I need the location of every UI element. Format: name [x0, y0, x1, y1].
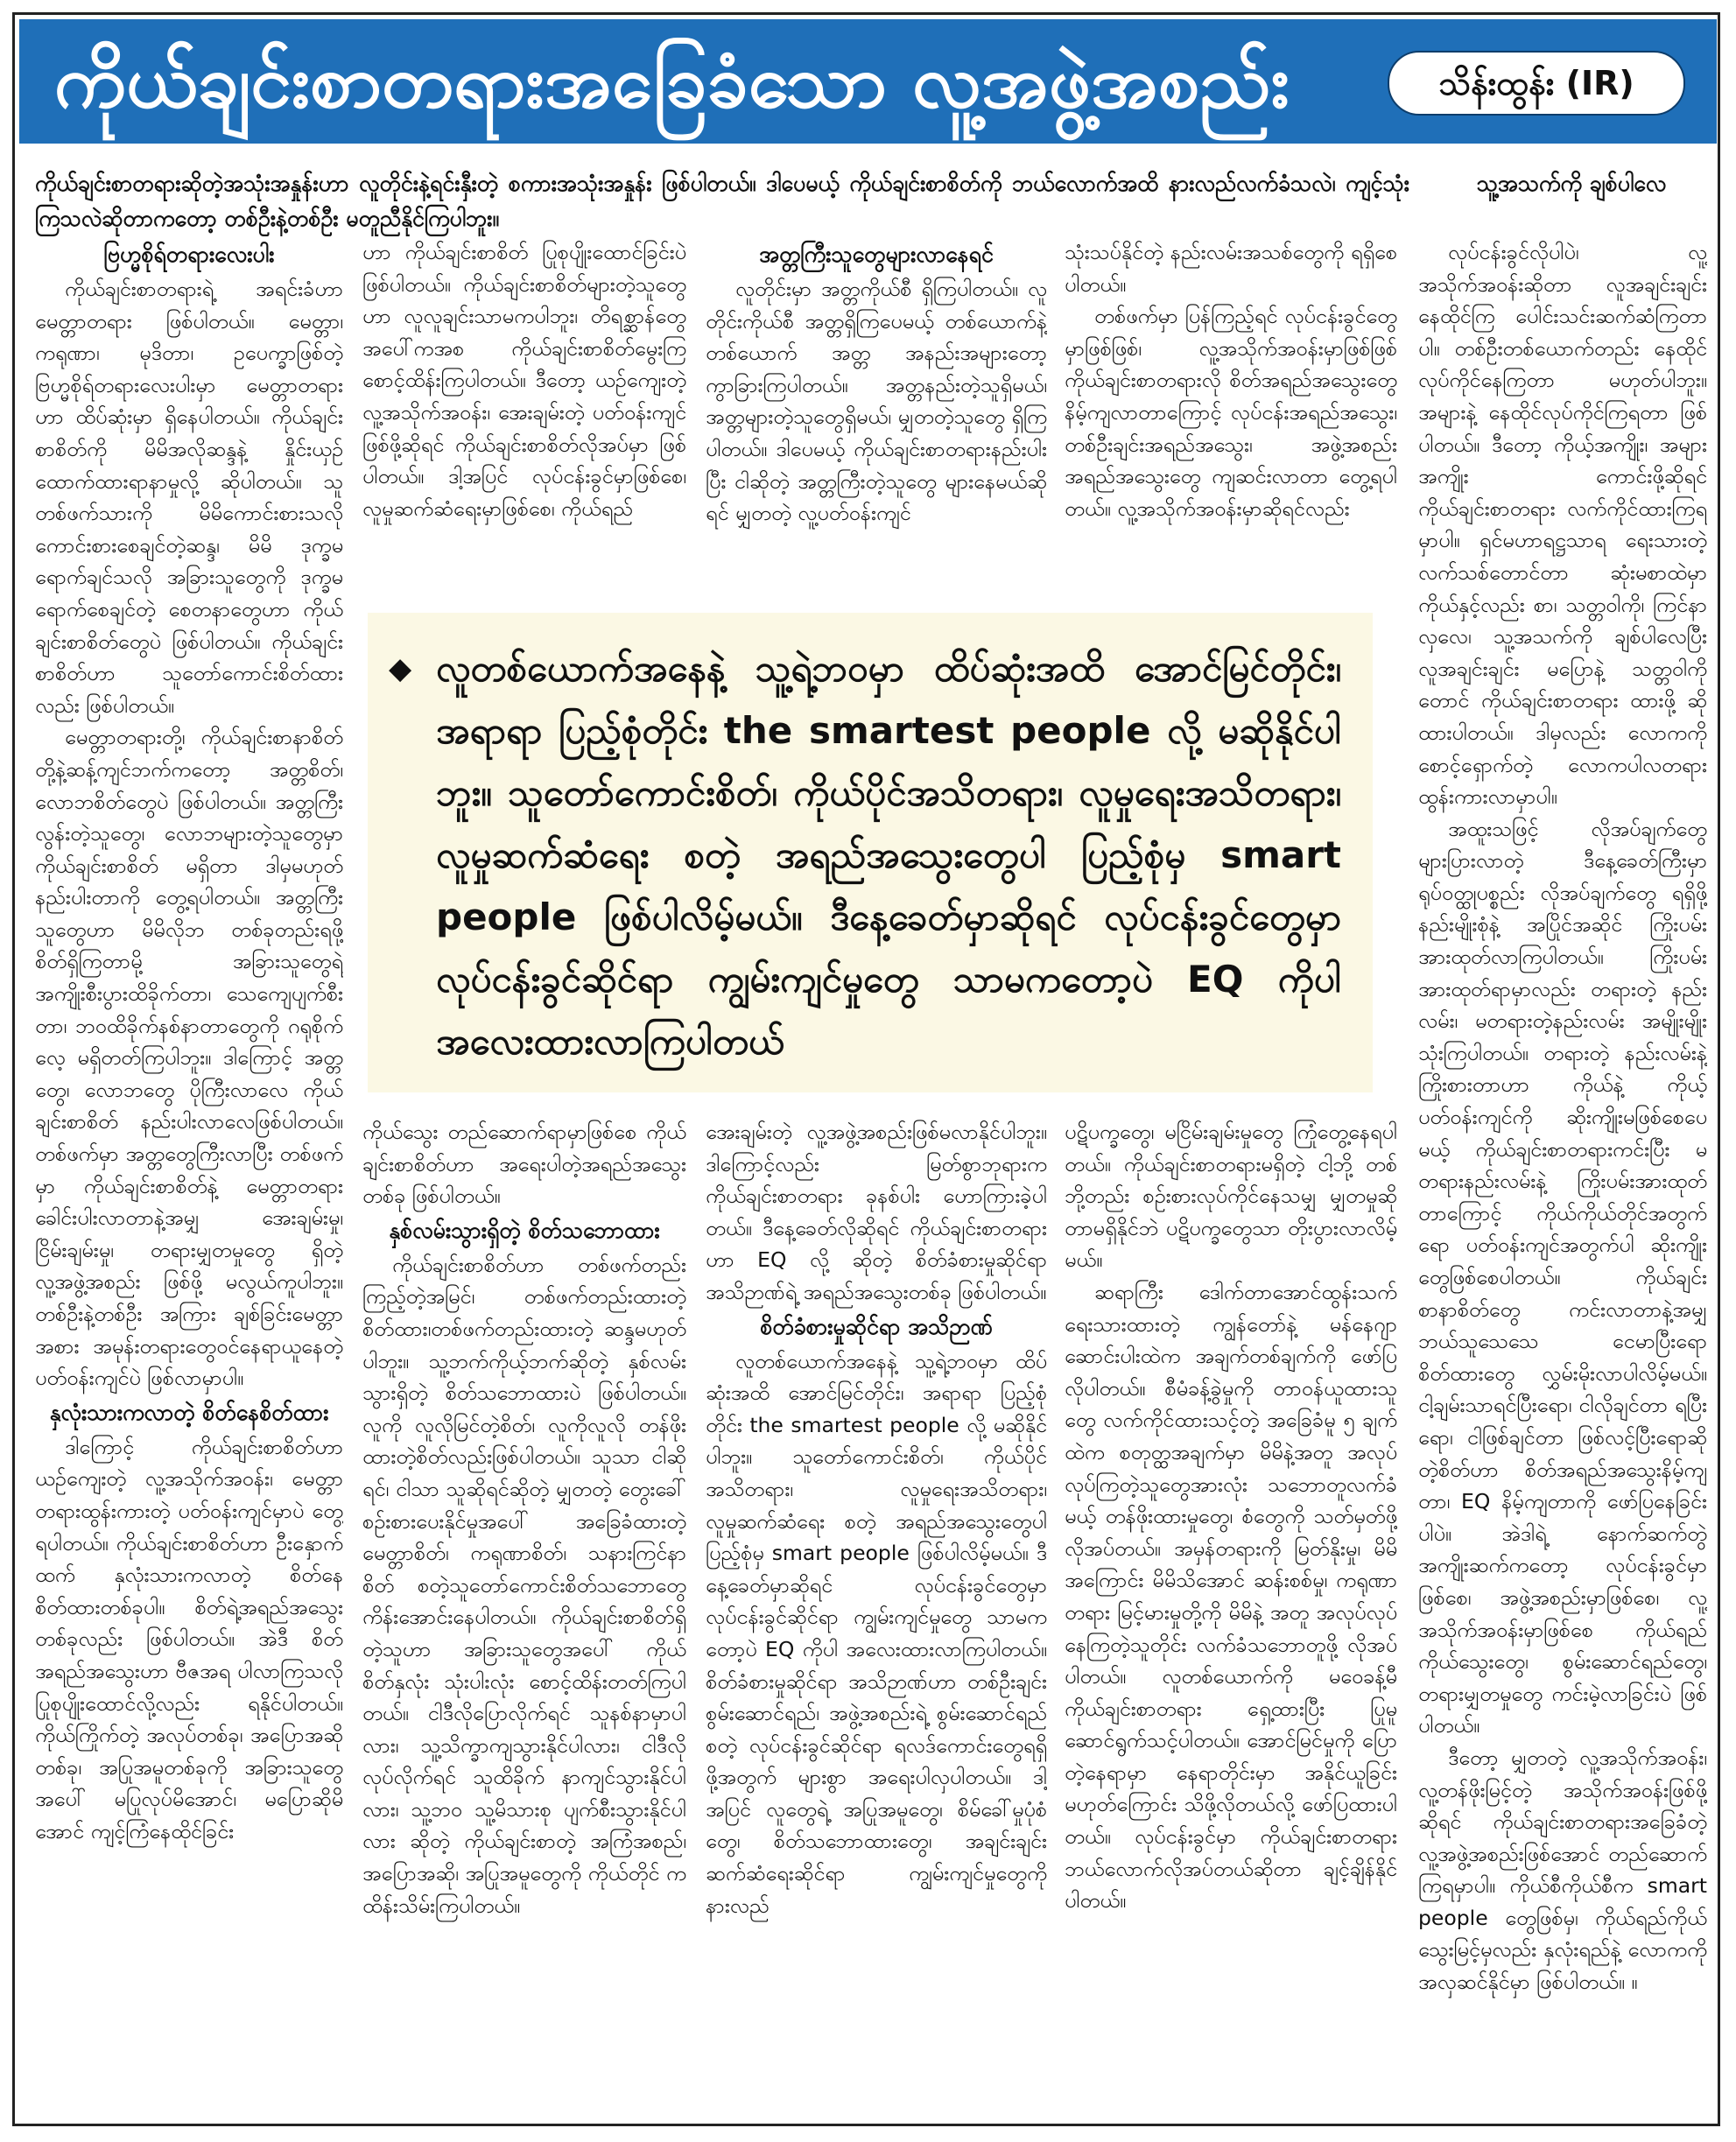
column-3-bottom [706, 1116, 1047, 2110]
paragraph: လူတစ်ယောက်အနေနဲ့ သူ့ရဲ့ဘဝမှာ ထိပ်ဆုံးအထိ အောင်မြင်တိုင်း၊ အရာရာ ပြည့်စုံတိုင်း the smartest people လို့ မဆိုနိုင်ပါဘူး။ သူတော်ကောင်းစိတ်၊ ကိုယ်ပိုင်အသိတရား၊ လူမှုရေးအသိတရား၊ လူမှုဆက်ဆံရေး စတဲ့ အရည်အသွေးတွေပါ ပြည့်စုံမှ smart people ဖြစ်ပါလိမ့်မယ်။ ဒီနေ့ခေတ်မှာဆိုရင် လုပ်ငန်းခွင်တွေမှာ လုပ်ငန်းခွင်ဆိုင်ရာ ကျွမ်းကျင်မှုတွေ သာမကတော့ပဲ EQ ကိုပါ အလေးထားလာကြပါတယ်။ စိတ်ခံစားမှုဆိုင်ရာ အသိဉာဏ်ဟာ တစ်ဦးချင်းစွမ်းဆောင်ရည်၊ အဖွဲ့အစည်းရဲ့ စွမ်းဆောင်ရည်စတဲ့ လုပ်ငန်းခွင်ဆိုင်ရာ ရလဒ်ကောင်းတွေရရှိဖို့အတွက် များစွာ အရေးပါလှပါတယ်။ ဒါ့အပြင် လူတွေရဲ့ အပြုအမူတွေ၊ စိမ်ခေါ်မှုပုံစံတွေ၊ စိတ်သဘောထားတွေ၊ အချင်းချင်း ဆက်ဆံရေးဆိုင်ရာ ကျွမ်းကျင်မှုတွေကို နားလည် [706, 1348, 1047, 1918]
right-column-heading: သူ့အသက်ကို ချစ်ပါလေ [1476, 171, 1667, 196]
diamond-bullet-icon: ◆ [389, 651, 412, 686]
pull-quote-text: လူတစ်ယောက်အနေနဲ့ သူ့ရဲ့ဘဝမှာ ထိပ်ဆုံးအထိ အောင်မြင်တိုင်း၊ အရာရာ ပြည့်စုံတိုင်း the smartest people လို့ မဆိုနိုင်ပါဘူး။ သူတော်ကောင်းစိတ်၊ ကိုယ်ပိုင်အသိတရား၊ လူမှုရေးအသိတရား၊ လူမှုဆက်ဆံရေး စတဲ့ အရည်အသွေးတွေပါ ပြည့်စုံမှ smart people ဖြစ်ပါလိမ့်မယ်။ ဒီနေ့ခေတ်မှာဆိုရင် လုပ်ငန်းခွင်တွေမှာ လုပ်ငန်းခွင်ဆိုင်ရာ ကျွမ်းကျင်မှုတွေ သာမကတော့ပဲ EQ ကိုပါ အလေးထားလာကြပါတယ် [436, 647, 1341, 1063]
paragraph: ဟာ ကိုယ်ချင်းစာစိတ် ပြုစုပျိုးထောင်ခြင်းပဲဖြစ်ပါတယ်။ ကိုယ်ချင်းစာစိတ်များတဲ့သူတွေဟာ လူလူချင်းသာမကပါဘူး၊ တိရစ္ဆာန်တွေအပေါ်ကအစ ကိုယ်ချင်းစာစိတ်မွေးကြ စောင့်ထိန်းကြပါတယ်။ ဒီတော့ ယဉ်ကျေးတဲ့ လူ့အသိုက်အဝန်း၊ အေးချမ်းတဲ့ ပတ်ဝန်းကျင်ဖြစ်ဖို့ဆိုရင် ကိုယ်ချင်းစာစိတ်လိုအပ်မှာ ဖြစ်ပါတယ်။ ဒါ့အပြင် လုပ်ငန်းခွင်မှာဖြစ်စေ၊ လူမှုဆက်ဆံရေးမှာဖြစ်စေ၊ ကိုယ်ရည် [362, 240, 686, 521]
section-heading: နှလုံးသားကလာတဲ့ စိတ်နေစိတ်ထား [49, 1399, 329, 1425]
paragraph: တစ်ဖက်မှာ ပြန်ကြည့်ရင် လုပ်ငန်းခွင်တွေမှာဖြစ်ဖြစ်၊ လူ့အသိုက်အဝန်းမှာဖြစ်ဖြစ် ကိုယ်ချင်းစာတရားလို စိတ်အရည်အသွေးတွေ နိမ့်ကျလာတာကြောင့် လုပ်ငန်းအရည်အသွေး၊ တစ်ဦးချင်းအရည်အသွေး၊ အဖွဲ့အစည်းအရည်အသွေးတွေ ကျဆင်းလာတာ တွေ့ရပါတယ်။ လူ့အသိုက်အဝန်းမှာဆိုရင်လည်း [1065, 304, 1397, 521]
pull-quote-box [368, 613, 1373, 1092]
title-banner [19, 19, 1717, 144]
author-byline: သိန်းထွန်း (IR) [1388, 51, 1685, 116]
section-heading: အတ္တကြီးသူတွေများလာနေရင် [759, 242, 994, 267]
column-3-top [706, 236, 1047, 604]
paragraph: ကိုယ်သွေး တည်ဆောက်ရာမှာဖြစ်စေ ကိုယ်ချင်းစာစိတ်ဟာ အရေးပါတဲ့အရည်အသွေးတစ်ခု ဖြစ်ပါတယ်။ [362, 1120, 686, 1209]
column-2-bottom [362, 1116, 686, 2110]
paragraph: အထူးသဖြင့် လိုအပ်ချက်တွေ များပြားလာတဲ့ ဒီနေ့ခေတ်ကြီးမှာ ရုပ်ဝတ္ထုပစ္စည်း လိုအပ်ချက်တွေ ရရှိဖို့ နည်းမျိုးစုံနဲ့ အပြိုင်အဆိုင် ကြိုးပမ်းအားထုတ်လာကြပါတယ်။ ကြိုးပမ်းအားထုတ်ရာမှာလည်း တရားတဲ့ နည်းလမ်း၊ မတရားတဲ့နည်းလမ်း အမျိုးမျိုး သုံးကြပါတယ်။ တရားတဲ့ နည်းလမ်းနဲ့ ကြိုးစားတာဟာ ကိုယ်နဲ့ ကိုယ့်ပတ်ဝန်းကျင်ကို ဆိုးကျိုးမဖြစ်စေပေမယ့် ကိုယ်ချင်းစာတရားကင်းပြီး မတရားနည်းလမ်းနဲ့ ကြိုးပမ်းအားထုတ်တာကြောင့် ကိုယ်ကိုယ်တိုင်အတွက်ရော ပတ်ဝန်းကျင်အတွက်ပါ ဆိုးကျိုးတွေဖြစ်စေပါတယ်။ ကိုယ်ချင်းစာနာစိတ်တွေ ကင်းလာတာနဲ့အမျှ ဘယ်သူသေသေ ငေမာပြီးရော စိတ်ထားတွေ လွှမ်းမိုးလာပါလိမ့်မယ်။ ငါ့ချမ်းသာရင်ပြီးရော၊ ငါလိုချင်တာ ရပြီးရော၊ ငါဖြစ်ချင်တာ ဖြစ်လင့်ပြီးရောဆိုတဲ့စိတ်ဟာ စိတ်အရည်အသွေးနိမ့်ကျတာ၊ EQ နိမ့်ကျတာကို ဖော်ပြနေခြင်းပါပဲ။ အဲဒါရဲ့ နောက်ဆက်တွဲအကျိုးဆက်ကတော့ လုပ်ငန်းခွင်မှာ ဖြစ်စေ၊ အဖွဲ့အစည်းမှာဖြစ်စေ၊ လူ့အသိုက်အဝန်းမှာဖြစ်စေ ကိုယ်ရည်ကိုယ်သွေးတွေ၊ စွမ်းဆောင်ရည်တွေ၊ တရားမျှတမှုတွေ ကင်းမဲ့လာခြင်းပဲ ဖြစ်ပါတယ်။ [1418, 816, 1707, 1738]
column-1 [35, 236, 343, 2110]
paragraph: လုပ်ငန်းခွင်လိုပါပဲ၊ လူ့အသိုက်အဝန်းဆိုတာ လူအချင်းချင်းနေထိုင်ကြ ပေါင်းသင်းဆက်ဆံကြတာပါ။ တစ်ဦးတစ်ယောက်တည်း နေထိုင်လုပ်ကိုင်နေကြတာ မဟုတ်ပါဘူး။ အများနဲ့ နေထိုင်လုပ်ကိုင်ကြရတာ ဖြစ်ပါတယ်။ ဒီတော့ ကိုယ့်အကျိုး၊ အများအကျိုး ကောင်းဖို့ဆိုရင် ကိုယ်ချင်းစာတရား လက်ကိုင်ထားကြရမှာပါ။ ရှင်မဟာရဋ္ဌသာရ ရေးသားတဲ့ လက်သစ်တောင်တာ ဆုံးမစာထဲမှာ ကိုယ်နှင့်လည်း စာ၊ သတ္တဝါကို၊ ကြင်နာလှလေ၊ သူ့အသက်ကို ချစ်ပါလေပြီး လူအချင်းချင်း မပြောနဲ့ သတ္တဝါကိုတောင် ကိုယ်ချင်းစာတရား ထားဖို့ ဆိုထားပါတယ်။ ဒါမှလည်း လောကကို စောင့်ရှောက်တဲ့ လောကပါလတရား ထွန်းကားလာမှာပါ။ [1418, 240, 1707, 810]
paragraph: ဒါကြောင့် ကိုယ်ချင်းစာစိတ်ဟာ ယဉ်ကျေးတဲ့ လူ့အသိုက်အဝန်း၊ မေတ္တာတရားထွန်းကားတဲ့ ပတ်ဝန်းကျင်မှာပဲ တွေ့ရပါတယ်။ ကိုယ်ချင်းစာစိတ်ဟာ ဦးနှောက်ထက် နှလုံးသားကလာတဲ့ စိတ်နေစိတ်ထားတစ်ခုပါ။ စိတ်ရဲ့အရည်အသွေးတစ်ခုလည်း ဖြစ်ပါတယ်။ အဲဒီ စိတ်အရည်အသွေးဟာ ဗီဇအရ ပါလာကြသလို ပြုစုပျိုးထောင်လို့လည်း ရနိုင်ပါတယ်။ ကိုယ်ကြိုက်တဲ့ အလုပ်တစ်ခု၊ အပြောအဆိုတစ်ခု၊ အပြုအမူတစ်ခုကို အခြားသူတွေအပေါ် မပြုလုပ်မိအောင်၊ မပြောဆိုမိအောင် ကျင့်ကြံနေထိုင်ခြင်း [35, 1434, 343, 1844]
paragraph: မေတ္တာတရားတို့၊ ကိုယ်ချင်းစာနာစိတ်တို့နဲ့ဆန့်ကျင်ဘက်ကတော့ အတ္တစိတ်၊ လောဘစိတ်တွေပဲ ဖြစ်ပါတယ်။ အတ္တကြီးလွန်းတဲ့သူတွေ၊ လောဘများတဲ့သူတွေမှာ ကိုယ်ချင်းစာစိတ် မရှိတာ ဒါမှမဟုတ် နည်းပါးတာကို တွေ့ရပါတယ်။ အတ္တကြီး သူတွေဟာ မိမိလိုဘ တစ်ခုတည်းရဖို့စိတ်ရှိကြတာမို့ အခြားသူတွေရဲ့ အကျိုးစီးပွားထိခိုက်တာ၊ သေကျေပျက်စီးတာ၊ ဘဝထိခိုက်နစ်နာတာတွေကို ဂရုစိုက်လေ့ မရှိတတ်ကြပါဘူး။ ဒါကြောင့် အတ္တတွေ၊ လောဘတွေ ပိုကြီးလာလေ ကိုယ်ချင်းစာစိတ် နည်းပါးလာလေဖြစ်ပါတယ်။ တစ်ဖက်မှာ အတ္တတွေကြီးလာပြီး တစ်ဖက်မှာ ကိုယ်ချင်းစာစိတ်နဲ့ မေတ္တာတရား ခေါင်းပါးလာတာနဲ့အမျှ အေးချမ်းမှု၊ ငြိမ်းချမ်းမှု၊ တရားမျှတမှုတွေ ရှိတဲ့ လူ့အဖွဲ့အစည်း ဖြစ်ဖို့ မလွယ်ကူပါဘူး။ တစ်ဦးနဲ့တစ်ဦး အကြား ချစ်ခြင်းမေတ္တာအစား အမုန်းတရားတွေဝင်နေရာယူနေတဲ့ ပတ်ဝန်းကျင်ပဲ ဖြစ်လာမှာပါ။ [35, 725, 343, 1391]
paragraph: ဒီတော့ မျှတတဲ့ လူ့အသိုက်အဝန်း၊ လူ့တန်ဖိုးမြင့်တဲ့ အသိုက်အဝန်းဖြစ်ဖို့ ဆိုရင် ကိုယ်ချင်းစာတရားအခြေခံတဲ့ လူ့အဖွဲ့အစည်းဖြစ်အောင် တည်ဆောက်ကြရမှာပါ။ ကိုယ်စီကိုယ်စီက smart people တွေဖြစ်မှ၊ ကိုယ်ရည်ကိုယ်သွေးမြင့်မှလည်း နှလုံးရည်နဲ့ လောကကို အလှဆင်နိုင်မှာ ဖြစ်ပါတယ်။ ။ [1418, 1745, 1707, 1995]
paragraph: လူတိုင်းမှာ အတ္တကိုယ်စီ ရှိကြပါတယ်။ လူတိုင်းကိုယ်စီ အတ္တရှိကြပေမယ့် တစ်ယောက်နဲ့တစ်ယောက် အတ္တ အနည်းအများတော့ ကွာခြားကြပါတယ်။ အတ္တနည်းတဲ့သူရှိမယ်၊ အတ္တများတဲ့သူတွေရှိမယ်၊ မျှတတဲ့သူတွေ ရှိကြပါတယ်။ ဒါပေမယ့် ကိုယ်ချင်းစာတရားနည်းပါးပြီး ငါဆိုတဲ့ အတ္တကြီးတဲ့သူတွေ များနေမယ်ဆိုရင် မျှတတဲ့ လူ့ပတ်ဝန်းကျင် [706, 277, 1047, 526]
paragraph: ကိုယ်ချင်းစာစိတ်ဟာ တစ်ဖက်တည်းကြည့်တဲ့အမြင်၊ တစ်ဖက်တည်းထားတဲ့စိတ်ထား၊တစ်ဖက်တည်းထားတဲ့ ဆန္ဒမဟုတ်ပါဘူး။ သူ့ဘက်ကိုယ့်ဘက်ဆိုတဲ့ နှစ်လမ်းသွားရှိတဲ့ စိတ်သဘောထားပဲ ဖြစ်ပါတယ်။ လူကို လူလိုမြင်တဲ့စိတ်၊ လူကိုလူလို တန်ဖိုးထားတဲ့စိတ်လည်းဖြစ်ပါတယ်။ သူသာ ငါဆိုရင်၊ ငါသာ သူဆိုရင်ဆိုတဲ့ မျှတတဲ့ တွေးခေါ်စဉ်းစားပေးနိုင်မှုအပေါ် အခြေခံထားတဲ့ မေတ္တာစိတ်၊ ကရုဏာစိတ်၊ သနားကြင်နာစိတ် စတဲ့သူတော်ကောင်းစိတ်သဘောတွေ ကိန်းအောင်းနေပါတယ်။ ကိုယ်ချင်းစာစိတ်ရှိတဲ့သူဟာ အခြားသူတွေအပေါ် ကိုယ်စိတ်နှလုံး သုံးပါးလုံး စောင့်ထိန်းတတ်ကြပါတယ်။ ငါဒီလိုပြောလိုက်ရင် သူနစ်နာမှာပါလား၊ သူ့သိက္ခာကျသွားနိုင်ပါလား၊ ငါဒီလိုလုပ်လိုက်ရင် သူထိခိုက် နာကျင်သွားနိုင်ပါလား၊ သူ့ဘဝ သူ့မိသားစု ပျက်စီးသွားနိုင်ပါလား ဆိုတဲ့ ကိုယ်ချင်းစာတဲ့ အကြံအစည်၊ အပြောအဆို၊ အပြုအမူတွေကို ကိုယ်တိုင် ကထိန်းသိမ်းကြပါတယ်။ [362, 1252, 686, 1918]
section-heading: စိတ်ခံစားမှုဆိုင်ရာ အသိဉာဏ် [760, 1313, 993, 1339]
paragraph: ကိုယ်ချင်းစာတရားရဲ့ အရင်းခံဟာ မေတ္တာတရား ဖြစ်ပါတယ်။ မေတ္တာ၊ ကရုဏာ၊ မုဒိတာ၊ ဥပေက္ခာဖြစ်တဲ့ ဗြဟ္မစိုရ်တရားလေးပါးမှာ မေတ္တာတရားဟာ ထိပ်ဆုံးမှာ ရှိနေပါတယ်။ ကိုယ်ချင်းစာစိတ်ကို မိမိအလိုဆန္ဒနဲ့ နှိုင်းယှဉ်ထောက်ထားရာနာမှုလို့ ဆိုပါတယ်။ သူတစ်ဖက်သားကို မိမိကောင်းစားသလို ကောင်းစားစေချင်တဲ့ဆန္ဒ၊ မိမိ ဒုက္ခမရောက်ချင်သလို အခြားသူတွေကို ဒုက္ခမရောက်စေချင်တဲ့ စေတနာတွေဟာ ကိုယ်ချင်းစာစိတ်တွေပဲ ဖြစ်ပါတယ်။ ကိုယ်ချင်းစာစိတ်ဟာ သူတော်ကောင်းစိတ်ထားလည်း ဖြစ်ပါတယ်။ [35, 277, 343, 718]
article-title: ကိုယ်ချင်းစာတရားအခြေခံသော လူ့အဖွဲ့အစည်း [54, 39, 1290, 124]
column-5 [1418, 236, 1707, 2110]
column-2-top [362, 236, 686, 604]
paragraph: သုံးသပ်နိုင်တဲ့ နည်းလမ်းအသစ်တွေကို ရရှိစေပါတယ်။ [1065, 240, 1397, 297]
column-4-bottom [1065, 1116, 1397, 2110]
section-heading: နှစ်လမ်းသွားရှိတဲ့ စိတ်သဘောထား [389, 1217, 660, 1243]
column-4-top [1065, 236, 1397, 604]
paragraph: အေးချမ်းတဲ့ လူ့အဖွဲ့အစည်းဖြစ်မလာနိုင်ပါဘူး။ ဒါကြောင့်လည်း မြတ်စွာဘုရားက ကိုယ်ချင်းစာတရား ခုနစ်ပါး ဟောကြားခဲ့ပါတယ်။ ဒီနေ့ခေတ်လိုဆိုရင် ကိုယ်ချင်းစာတရားဟာ EQ လို့ ဆိုတဲ့ စိတ်ခံစားမှုဆိုင်ရာ အသိဉာဏ်ရဲ့ အရည်အသွေးတစ်ခု ဖြစ်ပါတယ်။ [706, 1120, 1047, 1304]
section-heading: ဗြဟ္မစိုရ်တရားလေးပါး [103, 242, 275, 267]
paragraph: ဆရာကြီး ဒေါက်တာအောင်ထွန်းသက် ရေးသားထားတဲ့ ကျွန်တော်နဲ့ မန်နေဂျာ ဆောင်းပါးထဲက အချက်တစ်ချက်ကို ဖော်ပြလိုပါတယ်။ စီမံခန့်ခွဲမှုကို တာဝန်ယူထားသူတွေ လက်ကိုင်ထားသင့်တဲ့ အခြေခံမူ ၅ ချက်ထဲက စတုတ္ထအချက်မှာ မိမိနဲ့အတူ အလုပ်လုပ်ကြတဲ့သူတွေအားလုံး သဘောတူလက်ခံမယ့် တန်ဖိုးထားမှုတွေ၊ စံတွေကို သတ်မှတ်ဖို့ လိုအပ်တယ်။ အမှန်တရားကို မြတ်နိုးမှု၊ မိမိအကြောင်း မိမိသိအောင် ဆန်းစစ်မှု၊ ကရုဏာတရား မြင့်မားမှုတို့ကို မိမိနဲ့ အတူ အလုပ်လုပ်နေကြတဲ့သူတိုင်း လက်ခံသဘောတူဖို့ လိုအပ်ပါတယ်။ လူတစ်ယောက်ကို မဝေခန့်မီ ကိုယ်ချင်းစာတရား ရှေ့ထားပြီး ပြုမူဆောင်ရွက်သင့်ပါတယ်။ အောင်မြင်မှုကို ပြောတဲ့နေရာမှာ နေရာတိုင်းမှာ အနိုင်ယူခြင်း မဟုတ်ကြောင်း သိဖို့လိုတယ်လို့ ဖော်ပြထားပါတယ်။ လုပ်ငန်းခွင်မှာ ကိုယ်ချင်းစာတရား ဘယ်လောက်လိုအပ်တယ်ဆိုတာ ချင့်ချိန်နိုင်ပါတယ်။ [1065, 1279, 1397, 1914]
intro-paragraph: ကိုယ်ချင်းစာတရားဆိုတဲ့အသုံးအနှုန်းဟာ လူတိုင်းနဲ့ရင်းနှီးတဲ့ စကားအသုံးအနှုန်း ဖြစ်ပါတယ်။ ဒါပေမယ့် ကိုယ်ချင်းစာစိတ်ကို ဘယ်လောက်အထိ နားလည်လက်ခံသလဲ၊ ကျင့်သုံးကြသလဲဆိုတာကတော့ တစ်ဦးနဲ့တစ်ဦး မတူညီနိုင်ကြပါဘူး။ [35, 171, 1409, 231]
paragraph: ပဋိပက္ခတွေ၊ မငြိမ်းချမ်းမှုတွေ ကြုံတွေ့နေရပါတယ်။ ကိုယ်ချင်းစာတရားမရှိတဲ့ ငါ့ဘို့ တစ်ဘို့တည်း စဉ်းစားလုပ်ကိုင်နေသမျှ မျှတမှုဆိုတာမရှိနိုင်ဘဲ ပဋိပက္ခတွေသာ တိုးပွားလာလိမ့်မယ်။ [1065, 1120, 1397, 1273]
